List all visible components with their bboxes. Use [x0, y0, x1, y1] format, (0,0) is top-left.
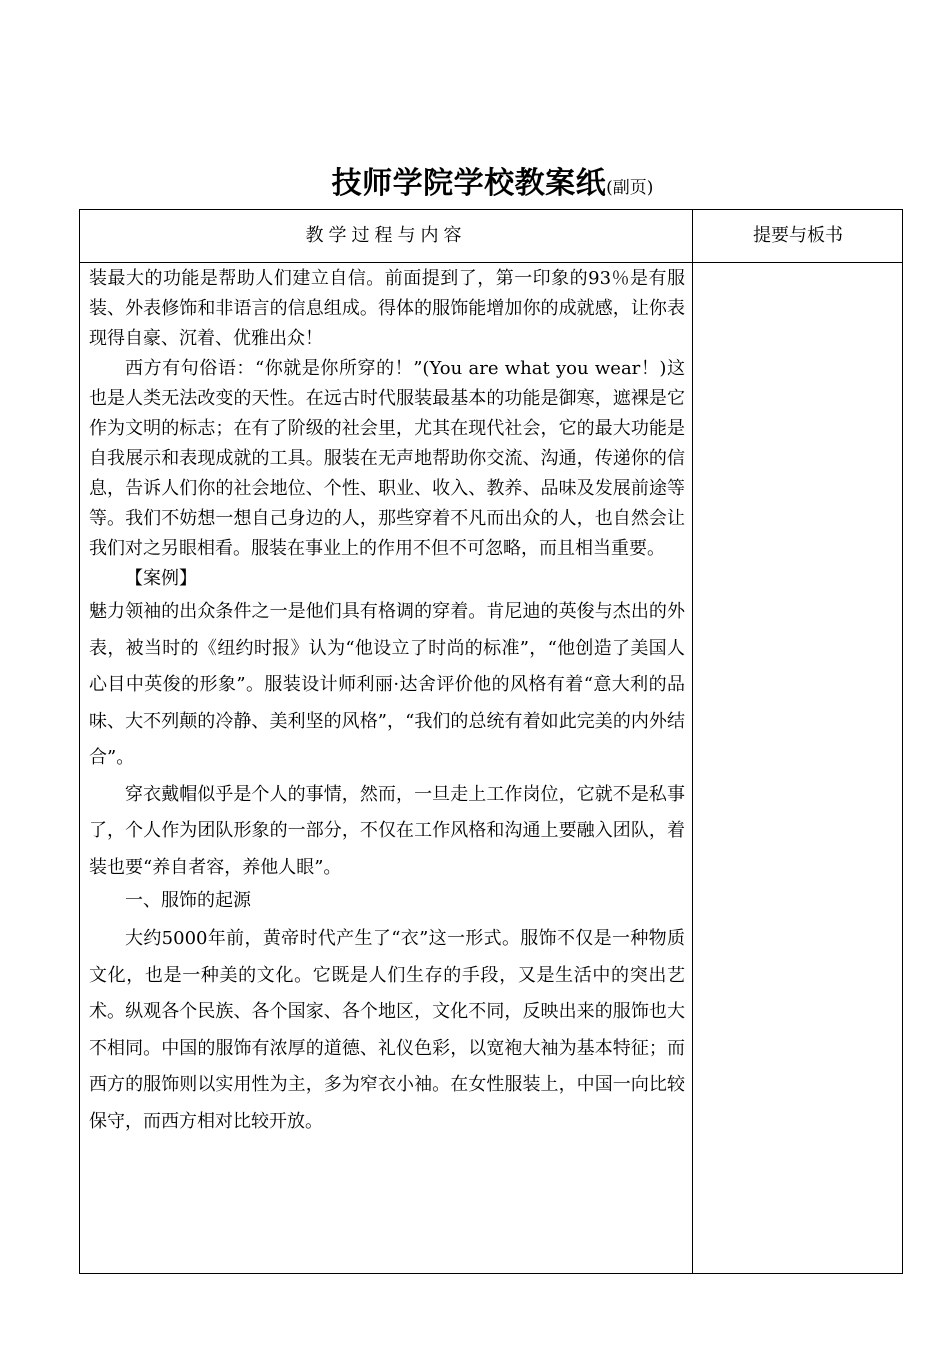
paragraph-confidence: 装最大的功能是帮助人们建立自信。前面提到了，第一印象的93％是有服装、外表修饰和非语言的信息组成。得体的服饰能增加你的成就感，让你表现得自豪、沉着、优雅出众！ [89, 268, 685, 349]
header-divider [80, 262, 902, 263]
column-divider [692, 210, 693, 1273]
lesson-content [89, 264, 685, 1140]
document-subtitle: (副页) [606, 178, 654, 198]
paragraph-origin: 大约5000年前，黄帝时代产生了“衣”这一形式。服饰不仅是一种物质文化，也是一种美的文化。它既是人们生存的手段，又是生活中的突出艺术。纵观各个民族、各个国家、各个地区，文化不同，反映出来的服饰也大不相同。中国的服饰有浓厚的道德、礼仪色彩，以宽袍大袖为基本特征；而西方的服饰则以实用性为主，多为窄衣小袖。在女性服装上，中国一向比较保守，而西方相对比较开放。 [89, 928, 685, 1132]
paragraph-case-kennedy: 魅力领袖的出众条件之一是他们具有格调的穿着。肯尼迪的英俊与杰出的外表，被当时的《纽约时报》认为“他设立了时尚的标准”，“他创造了美国人心目中英俊的形象”。服装设计师利丽·达舍评价他的风格有着“意大利的品味、大不列颠的冷静、美利坚的风格”，“我们的总统有着如此完美的内外结合”。 [89, 601, 685, 768]
document-title: 技师学院学校教案纸 [331, 166, 607, 201]
case-label: 【案例】 [125, 568, 197, 589]
page-title [0, 158, 950, 202]
lesson-plan-table [79, 209, 903, 1274]
paragraph-team-image: 穿衣戴帽似乎是个人的事情，然而，一旦走上工作岗位，它就不是私事了，个人作为团队形象的一部分，不仅在工作风格和沟通上要融入团队，着装也要“养自者容，养他人眼”。 [89, 783, 685, 878]
column-header-notes: 提要与板书 [753, 225, 843, 246]
column-header-content: 教学过程与内容 [305, 225, 467, 246]
paragraph-western-proverb: 西方有句俗语：“你就是你所穿的！”(You are what you wear！)这也是人类无法改变的天性。在远古时代服装最基本的功能是御寒，遮裸是它作为文明的标志；在有了阶级的社会里，尤其在现代社会，它的最大功能是自我展示和表现成就的工具。服装在无声地帮助你交流、沟通，传递你的信息，告诉人们你的社会地位、个性、职业、收入、教养、品味及发展前途等等。我们不妨想一想自己身边的人，那些穿着不凡而出众的人，也自然会让我们对之另眼相看。服装在事业上的作用不但不可忽略，而且相当重要。 [89, 358, 685, 559]
section-heading-origin: 一、服饰的起源 [125, 890, 251, 911]
